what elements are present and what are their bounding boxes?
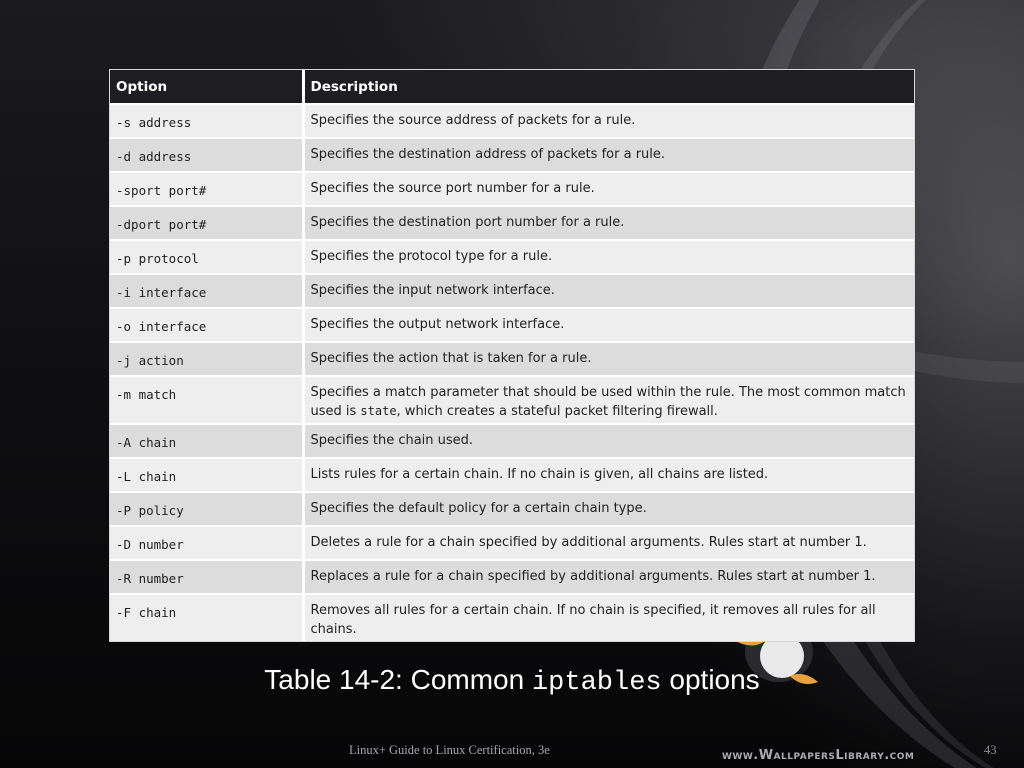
description-cell: Removes all rules for a certain chain. If no chain is specified, it removes all rules for all chains. <box>303 594 914 641</box>
description-cell: Specifies the chain used. <box>303 424 914 458</box>
option-cell: -j action <box>110 342 303 376</box>
slide-number: 43 <box>984 743 997 757</box>
description-cell: Replaces a rule for a chain specified by additional arguments. Rules start at number 1. <box>303 560 914 594</box>
option-cell: -R number <box>110 560 303 594</box>
table-header-row <box>110 70 914 104</box>
table-row <box>110 206 914 240</box>
table-row <box>110 424 914 458</box>
option-cell: -F chain <box>110 594 303 641</box>
inline-code: state <box>360 404 397 418</box>
description-cell: Deletes a rule for a chain specified by additional arguments. Rules start at number 1. <box>303 526 914 560</box>
option-cell: -p protocol <box>110 240 303 274</box>
slide-footer: Linux+ Guide to Linux Certification, 3e <box>349 743 550 757</box>
description-text: , which creates a stateful packet filtering firewall. <box>396 404 718 419</box>
description-cell: Specifies the destination address of packets for a rule. <box>303 138 914 172</box>
description-cell: Specifies the action that is taken for a rule. <box>303 342 914 376</box>
watermark: www.WallpapersLibrary.com <box>722 748 915 763</box>
table-row <box>110 594 914 641</box>
description-cell: Specifies the input network interface. <box>303 274 914 308</box>
iptables-options-table <box>110 70 914 641</box>
table-row <box>110 376 914 424</box>
table-row <box>110 138 914 172</box>
description-cell: Specifies the source address of packets for a rule. <box>303 104 914 138</box>
description-cell: Specifies the default policy for a certain chain type. <box>303 492 914 526</box>
table-row <box>110 492 914 526</box>
option-cell: -sport port# <box>110 172 303 206</box>
description-cell: Lists rules for a certain chain. If no chain is given, all chains are listed. <box>303 458 914 492</box>
description-cell <box>303 376 914 424</box>
column-header-description: Description <box>303 70 914 104</box>
caption-code: iptables <box>531 668 662 698</box>
table-row <box>110 240 914 274</box>
option-cell: -dport port# <box>110 206 303 240</box>
table-caption <box>0 660 1024 703</box>
option-cell: -m match <box>110 376 303 424</box>
caption-suffix: options <box>661 664 760 695</box>
option-cell: -d address <box>110 138 303 172</box>
option-cell: -s address <box>110 104 303 138</box>
description-cell: Specifies the source port number for a rule. <box>303 172 914 206</box>
caption-prefix: Table 14-2: Common <box>264 664 532 695</box>
table-row <box>110 526 914 560</box>
option-cell: -D number <box>110 526 303 560</box>
option-cell: -o interface <box>110 308 303 342</box>
option-cell: -A chain <box>110 424 303 458</box>
description-cell: Specifies the protocol type for a rule. <box>303 240 914 274</box>
table-row <box>110 342 914 376</box>
option-cell: -L chain <box>110 458 303 492</box>
option-cell: -P policy <box>110 492 303 526</box>
table-row <box>110 274 914 308</box>
description-cell: Specifies the destination port number for a rule. <box>303 206 914 240</box>
options-table <box>110 70 914 641</box>
table-row <box>110 104 914 138</box>
description-text: Specifies a match parameter that should be used within the rule. The most common match used is <box>310 385 906 419</box>
option-cell: -i interface <box>110 274 303 308</box>
table-row <box>110 458 914 492</box>
column-header-option: Option <box>110 70 303 104</box>
table-row <box>110 172 914 206</box>
table-row <box>110 560 914 594</box>
table-row <box>110 308 914 342</box>
description-cell: Specifies the output network interface. <box>303 308 914 342</box>
